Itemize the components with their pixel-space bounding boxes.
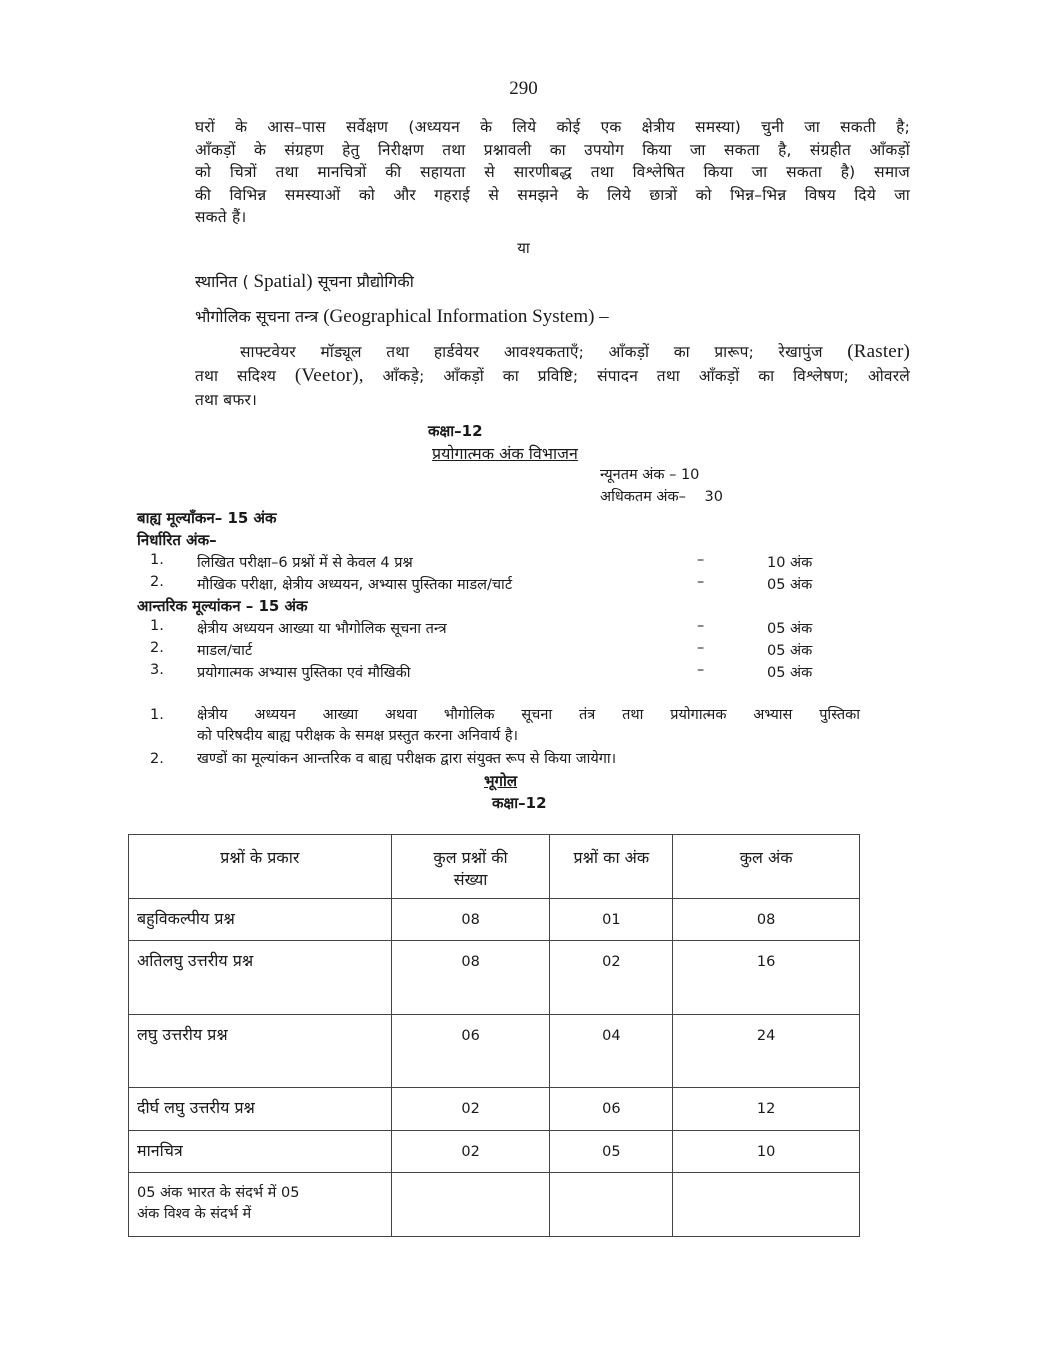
spatial-heading-hindi-post: सूचना प्रौद्योगिकी <box>312 272 414 291</box>
internal-item <box>150 640 870 662</box>
intro-line: को चित्रों तथा मानचित्रों की सहायता से सारणीबद्ध तथा विश्लेषित किया जा सकता है) समाज <box>195 163 910 181</box>
item-dash: – <box>697 552 705 568</box>
fixed-marks-subheading: निर्धारित अंक– <box>137 531 217 549</box>
cell-type: बहुविकल्पीय प्रश्न <box>129 899 392 941</box>
gis-line-1 <box>195 340 910 364</box>
intro-paragraph <box>195 116 910 229</box>
cell-marks-each: 04 <box>550 1015 673 1088</box>
intro-line: की विभिन्न समस्याओं को और गहराई से समझने के लिये छात्रों को भिन्न–भिन्न विषय दिये जा <box>195 185 910 204</box>
gis-text: आँकड़े; आँकड़ों का प्रविष्टि; संपादन तथा आँकड़ों का विश्लेषण; ओवरले <box>363 367 910 385</box>
intro-line: आँकड़ों के संग्रहण हेतु निरीक्षण तथा प्रश्नावली का उपयोग किया जा सकता है, संग्रहीत आँकड़ों <box>195 140 910 159</box>
table-row <box>129 1015 860 1088</box>
item-text: माडल/चार्ट <box>197 643 253 659</box>
item-text: क्षेत्रीय अध्ययन आख्या या भौगोलिक सूचना तन्त्र <box>197 621 447 637</box>
cell-marks-each: 01 <box>550 899 673 941</box>
item-text: मौखिक परीक्षा, क्षेत्रीय अध्ययन, अभ्यास पुस्तिका माडल/चार्ट <box>197 577 513 593</box>
item-text: प्रयोगात्मक अभ्यास पुस्तिका एवं मौखिकी <box>197 665 411 681</box>
geography-class-label: कक्षा–12 <box>492 794 547 812</box>
table-row <box>129 899 860 941</box>
cell-type: अतिलघु उत्तरीय प्रश्न <box>129 941 392 1015</box>
table-header-row <box>129 835 860 899</box>
item-marks: 05 अंक <box>767 643 813 659</box>
external-item <box>150 552 870 574</box>
gis-heading <box>195 305 609 328</box>
external-item <box>150 574 870 596</box>
table-row <box>129 1088 860 1131</box>
item-text: लिखित परीक्षा–6 प्रश्नों में से केवल 4 प्रश्न <box>197 555 413 571</box>
cell-count: 08 <box>391 941 550 1015</box>
item-marks: 05 अंक <box>767 621 813 637</box>
practical-title: प्रयोगात्मक अंक विभाजन <box>432 444 578 463</box>
cell-count <box>391 1173 550 1237</box>
item-number: 2. <box>150 640 164 656</box>
geography-title: भूगोल <box>484 772 518 790</box>
item-dash: – <box>697 574 705 590</box>
cell-total: 24 <box>673 1015 860 1088</box>
item-dash: – <box>697 640 705 656</box>
cell-total: 16 <box>673 941 860 1015</box>
note-text: खण्डों का मूल्यांकन आन्तरिक व बाह्य परीक्षक द्वारा संयुक्त रूप से किया जायेगा। <box>197 751 617 767</box>
table-row <box>129 1173 860 1237</box>
gis-text: तथा सदिश्य <box>195 367 295 385</box>
practical-class-label: कक्षा–12 <box>428 422 483 440</box>
note-number: 2. <box>150 751 164 767</box>
cell-text: अंक विश्व के संदर्भ में <box>137 1206 252 1222</box>
table-row <box>129 941 860 1015</box>
cell-count: 02 <box>391 1131 550 1173</box>
cell-total: 08 <box>673 899 860 941</box>
gis-line-2 <box>195 364 910 388</box>
max-marks <box>600 486 723 506</box>
item-dash: – <box>697 618 705 634</box>
item-marks: 10 अंक <box>767 555 813 571</box>
gis-line-3: तथा बफर। <box>195 391 258 409</box>
cell-type: मानचित्र <box>129 1131 392 1173</box>
note-text: को परिषदीय बाह्य परीक्षक के समक्ष प्रस्तुत करना अनिवार्य है। <box>197 728 519 744</box>
cell-total <box>673 1173 860 1237</box>
item-number: 1. <box>150 618 164 634</box>
external-eval-heading: बाह्य मूल्यॉंकन– 15 अंक <box>137 509 277 527</box>
cell-count: 06 <box>391 1015 550 1088</box>
marks-distribution-table <box>128 834 860 1237</box>
cell-type: लघु उत्तरीय प्रश्न <box>129 1015 392 1088</box>
header-marks-each: प्रश्नों का अंक <box>550 835 673 899</box>
note-item <box>150 705 860 747</box>
internal-item <box>150 618 870 640</box>
gis-heading-english: (Geographical Information System) – <box>323 306 609 327</box>
cell-count: 08 <box>391 899 550 941</box>
header-text: संख्या <box>453 870 488 889</box>
item-number: 3. <box>150 662 164 678</box>
gis-paragraph <box>195 340 910 412</box>
gis-text: साफ्टवेयर मॉड्यूल तथा हार्डवेयर आवश्यकताएँ; आँकड़ों का प्रारूप; रेखापुंज <box>240 343 848 361</box>
gis-text-en: (Raster) <box>847 341 910 362</box>
note-number: 1. <box>150 707 164 723</box>
item-number: 1. <box>150 552 164 568</box>
gis-heading-hindi: भौगोलिक सूचना तन्त्र <box>195 307 324 326</box>
item-marks: 05 अंक <box>767 577 813 593</box>
or-separator: या <box>517 239 530 257</box>
cell-marks-each: 05 <box>550 1131 673 1173</box>
table-row <box>129 1131 860 1173</box>
item-number: 2. <box>150 574 164 590</box>
cell-text: 05 अंक भारत के संदर्भ में 05 <box>137 1185 300 1201</box>
cell-marks-each <box>550 1173 673 1237</box>
max-marks-value: 30 <box>704 489 723 505</box>
intro-line: घरों के आस–पास सर्वेक्षण (अध्ययन के लिये कोई एक क्षेत्रीय समस्या) चुनी जा सकती है; <box>195 118 911 136</box>
item-dash: – <box>697 662 705 678</box>
cell-total: 10 <box>673 1131 860 1173</box>
spatial-heading-english: Spatial) <box>248 271 313 292</box>
intro-line: सकते हैं। <box>195 208 247 226</box>
header-question-count <box>391 835 550 899</box>
header-question-type: प्रश्नों के प्रकार <box>129 835 392 899</box>
header-text: कुल प्रश्नों की <box>433 848 508 867</box>
note-item <box>150 749 860 770</box>
spatial-heading-hindi: स्थानित ( <box>195 272 249 291</box>
cell-marks-each: 02 <box>550 941 673 1015</box>
cell-count: 02 <box>391 1088 550 1131</box>
item-marks: 05 अंक <box>767 665 813 681</box>
header-total-marks: कुल अंक <box>673 835 860 899</box>
page-number: 290 <box>509 78 538 99</box>
note-text: क्षेत्रीय अध्ययन आख्या अथवा भौगोलिक सूचना तंत्र तथा प्रयोगात्मक अभ्यास पुस्तिका <box>197 707 860 723</box>
cell-type: दीर्घ लघु उत्तरीय प्रश्न <box>129 1088 392 1131</box>
spatial-heading <box>195 270 414 293</box>
gis-text-en: (Veetor), <box>294 365 364 386</box>
cell-type <box>129 1173 392 1237</box>
cell-marks-each: 06 <box>550 1088 673 1131</box>
max-marks-label: अधिकतम अंक– <box>600 489 686 505</box>
min-marks: न्यूनतम अंक – 10 <box>600 467 700 483</box>
internal-item <box>150 662 870 684</box>
cell-total: 12 <box>673 1088 860 1131</box>
internal-eval-heading: आन्तरिक मूल्यांकन – 15 अंक <box>137 597 308 615</box>
